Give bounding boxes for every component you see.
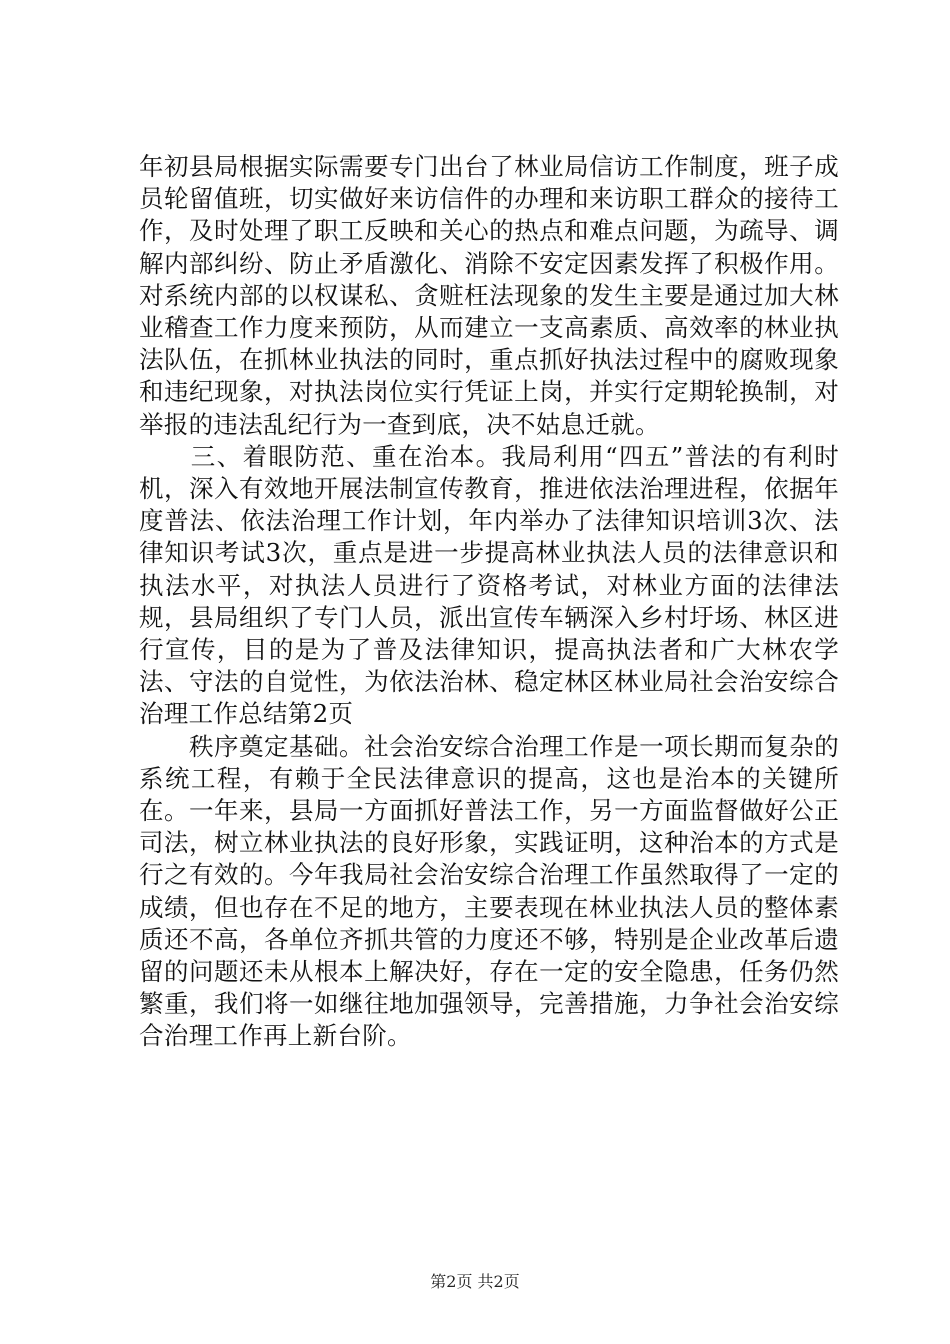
paragraph-3: 秩序奠定基础。社会治安综合治理工作是一项长期而复杂的系统工程，有赖于全民法律意识的提高，这也是治本的关键所在。一年来，县局一方面抓好普法工作，另一方面监督做好公正司法，树立林业执法的良好形象，实践证明，这种治本的方式是行之有效的。今年我局社会治安综合治理工作虽然取得了一定的成绩，但也存在不足的地方，主要表现在林业执法人员的整体素质还不高，各单位齐抓共管的力度还不够，特别是企业改革后遗留的问题还未从根本上解决好，存在一定的安全隐患，任务仍然繁重，我们将一如继往地加强领导，完善措施，力争社会治安综合治理工作再上新台阶。 [139, 731, 839, 1051]
paragraph-2: 三、着眼防范、重在治本。我局利用“四五”普法的有利时机，深入有效地开展法制宣传教育，推进依法治理进程，依据年度普法、依法治理工作计划，年内举办了法律知识培训3次、法律知识考试3次，重点是进一步提高林业执法人员的法律意识和执法水平，对执法人员进行了资格考试，对林业方面的法律法规，县局组织了专门人员，派出宣传车辆深入乡村圩场、林区进行宣传，目的是为了普及法律知识，提高执法者和广大林农学法、守法的自觉性，为依法治林、稳定林区林业局社会治安综合治理工作总结第2页 [139, 441, 839, 729]
paragraph-1: 年初县局根据实际需要专门出台了林业局信访工作制度，班子成员轮留值班，切实做好来访信件的办理和来访职工群众的接待工作，及时处理了职工反映和关心的热点和难点问题，为疏导、调解内部纠纷、防止矛盾激化、消除不安定因素发挥了积极作用。对系统内部的以权谋私、贪赃枉法现象的发生主要是通过加大林业稽查工作力度来预防，从而建立一支高素质、高效率的林业执法队伍，在抓林业执法的同时，重点抓好执法过程中的腐败现象和违纪现象，对执法岗位实行凭证上岗，并实行定期轮换制，对举报的违法乱纪行为一查到底，决不姑息迁就。 [139, 152, 839, 439]
page-footer: 第2页 共2页 [430, 1272, 520, 1291]
document-body [139, 151, 839, 1053]
